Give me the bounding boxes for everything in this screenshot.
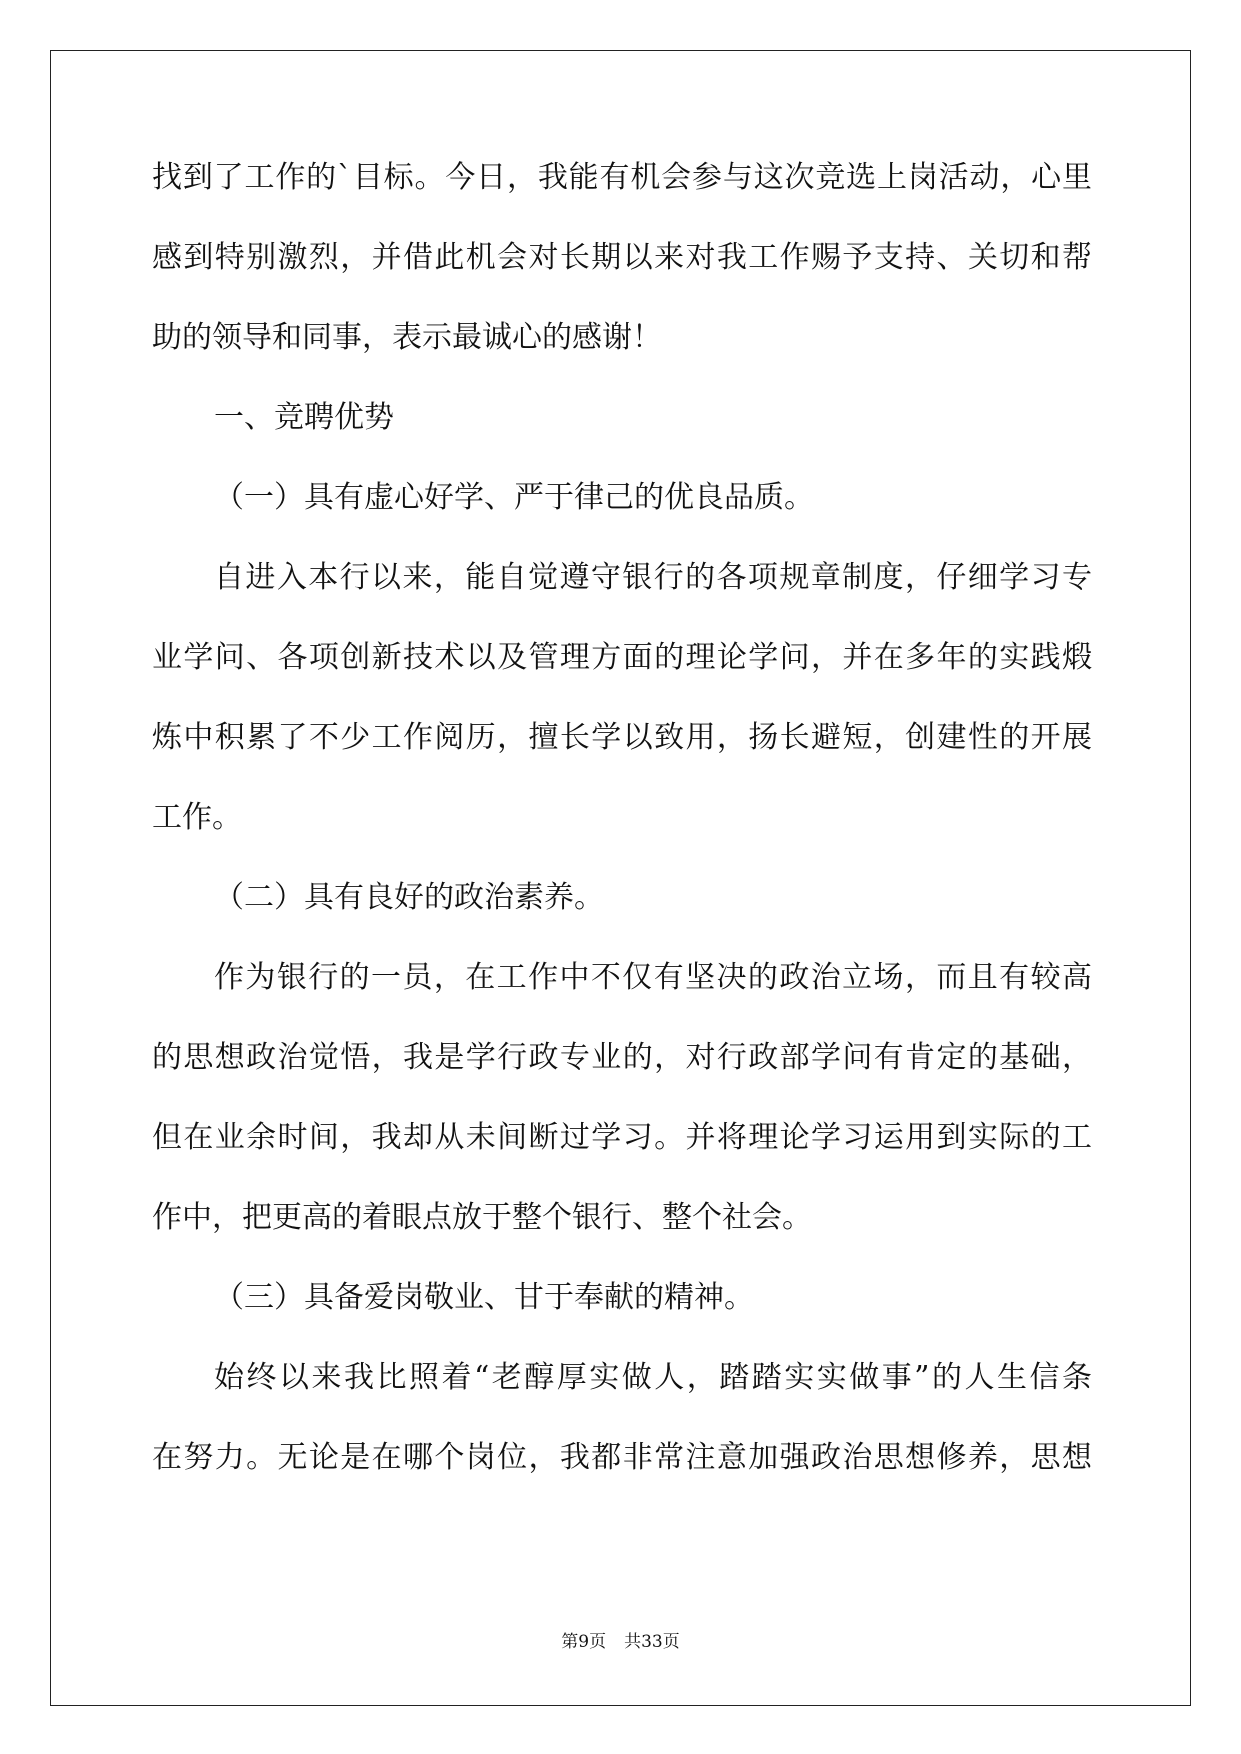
body-line: 找到了工作的`目标。今日，我能有机会参与这次竞选上岗活动，心里 bbox=[152, 160, 1092, 195]
body-line: 作中，把更高的着眼点放于整个银行、整个社会。 bbox=[152, 1200, 812, 1235]
body-line: 工作。 bbox=[152, 800, 242, 835]
body-line: 始终以来我比照着“老醇厚实做人，踏踏实实做事”的人生信条 bbox=[214, 1360, 1092, 1395]
body-line: 炼中积累了不少工作阅历，擅长学以致用，扬长避短，创建性的开展 bbox=[152, 720, 1092, 755]
body-line: 自进入本行以来，能自觉遵守银行的各项规章制度，仔细学习专 bbox=[214, 560, 1092, 595]
subsection-heading: （一）具有虚心好学、严于律己的优良品质。 bbox=[214, 480, 814, 515]
section-heading: 一、竞聘优势 bbox=[214, 400, 394, 435]
page-footer bbox=[0, 1627, 1241, 1652]
body-line: 助的领导和同事，表示最诚心的感谢！ bbox=[152, 320, 662, 355]
body-line: 业学问、各项创新技术以及管理方面的理论学问，并在多年的实践煅 bbox=[152, 640, 1092, 675]
body-line: 作为银行的一员，在工作中不仅有坚决的政治立场，而且有较高 bbox=[214, 960, 1092, 995]
body-line: 感到特别激烈，并借此机会对长期以来对我工作赐予支持、关切和帮 bbox=[152, 240, 1092, 275]
document-body bbox=[152, 158, 1092, 1518]
page-number: 第9页 bbox=[561, 1632, 607, 1652]
body-line: 的思想政治觉悟，我是学行政专业的，对行政部学问有肯定的基础， bbox=[152, 1040, 1092, 1075]
body-line: 在努力。无论是在哪个岗位，我都非常注意加强政治思想修养，思想 bbox=[152, 1440, 1092, 1475]
subsection-heading: （二）具有良好的政治素养。 bbox=[214, 880, 604, 915]
subsection-heading: （三）具备爱岗敬业、甘于奉献的精神。 bbox=[214, 1280, 754, 1315]
page-total: 共33页 bbox=[624, 1632, 680, 1652]
body-line: 但在业余时间，我却从未间断过学习。并将理论学习运用到实际的工 bbox=[152, 1120, 1092, 1155]
